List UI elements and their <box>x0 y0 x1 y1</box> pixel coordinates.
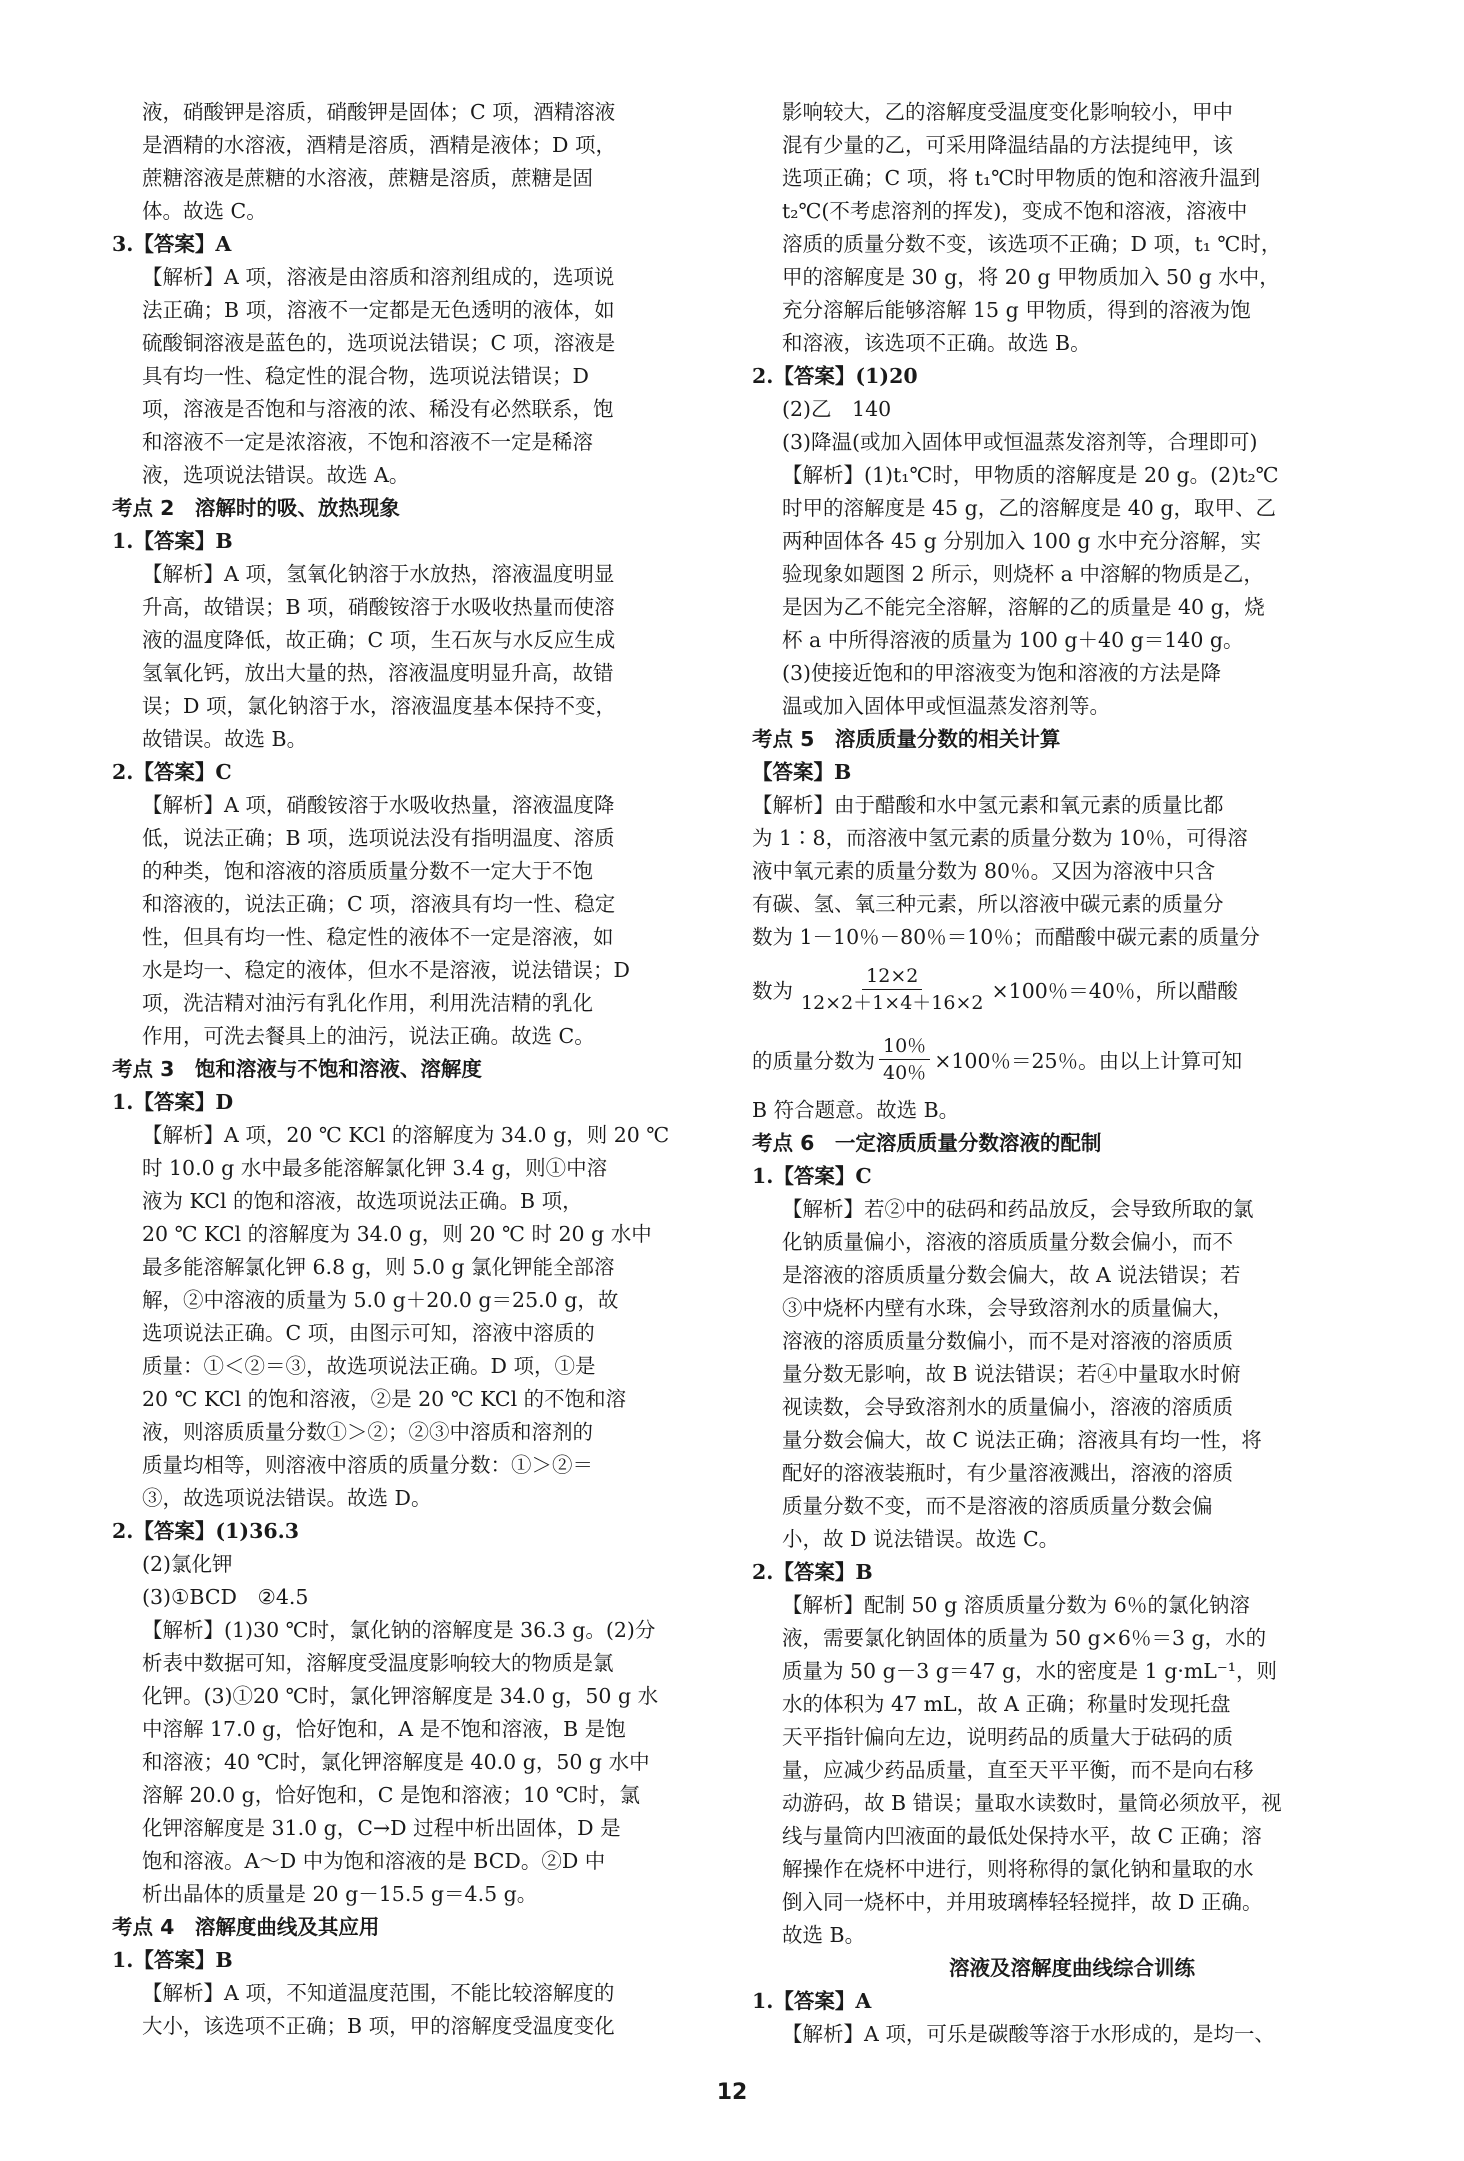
text-line: 液的温度降低，故正确；C 项，生石灰与水反应生成 <box>142 628 616 652</box>
text-line: 【解析】若②中的砝码和药品放反，会导致所取的氯 <box>782 1197 1254 1221</box>
text-line: ③中烧杯内壁有水珠，会导致溶剂水的质量偏大， <box>782 1296 1233 1320</box>
answer-line: 2.【答案】B <box>752 1560 873 1584</box>
text-line: 充分溶解后能够溶解 15 g 甲物质，得到的溶液为饱 <box>782 298 1251 322</box>
text-line: 20 ℃ KCl 的溶解度为 34.0 g，则 20 ℃ 时 20 g 水中 <box>142 1222 652 1246</box>
text-line: 作用，可洗去餐具上的油污，说法正确。故选 C。 <box>142 1024 595 1048</box>
text-line: 和溶液不一定是浓溶液，不饱和溶液不一定是稀溶 <box>142 430 593 454</box>
text-line: 【解析】(1)30 ℃时，氯化钠的溶解度是 36.3 g。(2)分 <box>142 1618 656 1642</box>
text-line: 质量为 50 g－3 g＝47 g，水的密度是 1 g·mL⁻¹，则 <box>782 1659 1277 1683</box>
fraction-denominator: 12×2＋1×4＋16×2 <box>801 991 984 1014</box>
text-line: 【解析】A 项，20 ℃ KCl 的溶解度为 34.0 g，则 20 ℃ <box>142 1123 670 1147</box>
text-line: ③，故选项说法错误。故选 D。 <box>142 1486 432 1510</box>
text-line: 质量：①＜②＝③，故选项说法正确。D 项，①是 <box>142 1354 596 1378</box>
section-heading: 溶液及溶解度曲线综合训练 <box>949 1956 1195 1980</box>
text-line: (3)降温(或加入固体甲或恒温蒸发溶剂等，合理即可) <box>782 430 1258 454</box>
text-line: 为 1∶8，而溶液中氢元素的质量分数为 10％，可得溶 <box>752 826 1248 850</box>
text-line: 溶质的质量分数不变，该选项不正确；D 项，t₁ ℃时， <box>782 232 1282 256</box>
fraction-numerator: 12×2 <box>862 963 922 990</box>
text-line: 项，溶液是否饱和与溶液的浓、稀没有必然联系，饱 <box>142 397 614 421</box>
fraction-prefix: 的质量分数为 <box>752 1049 875 1073</box>
text-line: 选项说法正确。C 项，由图示可知，溶液中溶质的 <box>142 1321 595 1345</box>
text-line: 时 10.0 g 水中最多能溶解氯化钾 3.4 g，则①中溶 <box>142 1156 608 1180</box>
text-line: 混有少量的乙，可采用降温结晶的方法提纯甲，该 <box>782 133 1233 157</box>
section-heading: 考点 6 一定溶质质量分数溶液的配制 <box>752 1131 1102 1155</box>
text-line: 【解析】A 项，氢氧化钠溶于水放热，溶液温度明显 <box>142 562 615 586</box>
text-line: 倒入同一烧杯中，并用玻璃棒轻轻搅拌，故 D 正确。 <box>782 1890 1263 1914</box>
text-line: 【解析】A 项，溶液是由溶质和溶剂组成的，选项说 <box>142 265 615 289</box>
fraction-denominator: 40％ <box>883 1061 927 1084</box>
text-line: 水的体积为 47 mL，故 A 正确；称量时发现托盘 <box>782 1692 1231 1716</box>
text-line: 液为 KCl 的饱和溶液，故选项说法正确。B 项， <box>142 1189 583 1213</box>
text-line: 温或加入固体甲或恒温蒸发溶剂等。 <box>782 694 1110 718</box>
text-line: t₂℃(不考虑溶剂的挥发)，变成不饱和溶液，溶液中 <box>782 199 1248 223</box>
answer-line: 2.【答案】C <box>112 760 232 784</box>
fraction-prefix: 数为 <box>752 979 793 1003</box>
answer-line: 1.【答案】D <box>112 1090 234 1114</box>
fraction-suffix: ×100％＝25％。由以上计算可知 <box>934 1049 1243 1073</box>
text-line: 是溶液的溶质质量分数会偏大，故 A 说法错误；若 <box>782 1263 1241 1287</box>
text-line: 时甲的溶解度是 45 g，乙的溶解度是 40 g，取甲、乙 <box>782 496 1276 520</box>
text-line: (2)氯化钾 <box>142 1552 233 1576</box>
fraction-line <box>752 954 1392 1024</box>
answer-line: 1.【答案】C <box>752 1164 872 1188</box>
text-line: 析表中数据可知，溶解度受温度影响较大的物质是氯 <box>142 1651 614 1675</box>
answer-line: 【答案】B <box>752 760 852 784</box>
text-line: B 符合题意。故选 B。 <box>752 1098 960 1122</box>
text-line: 具有均一性、稳定性的混合物，选项说法错误；D <box>142 364 589 388</box>
text-line: 质量分数不变，而不是溶液的溶质质量分数会偏 <box>782 1494 1213 1518</box>
fraction <box>879 1033 930 1086</box>
text-line: 的种类，饱和溶液的溶质质量分数不一定大于不饱 <box>142 859 593 883</box>
text-line: 误；D 项，氯化钠溶于水，溶液温度基本保持不变， <box>142 694 616 718</box>
text-line: 液，选项说法错误。故选 A。 <box>142 463 410 487</box>
text-line: 视读数，会导致溶剂水的质量偏小，溶液的溶质质 <box>782 1395 1233 1419</box>
section-heading: 考点 4 溶解度曲线及其应用 <box>112 1915 380 1939</box>
text-line: 甲的溶解度是 30 g，将 20 g 甲物质加入 50 g 水中， <box>782 265 1280 289</box>
text-line: 水是均一、稳定的液体，但水不是溶液，说法错误；D <box>142 958 630 982</box>
text-line: 【解析】由于醋酸和水中氢元素和氧元素的质量比都 <box>752 793 1224 817</box>
answer-line: 3.【答案】A <box>112 232 232 256</box>
text-line: 线与量筒内凹液面的最低处保持水平，故 C 正确；溶 <box>782 1824 1262 1848</box>
text-line: 验现象如题图 2 所示，则烧杯 a 中溶解的物质是乙， <box>782 562 1264 586</box>
text-line: 解，②中溶液的质量为 5.0 g＋20.0 g＝25.0 g，故 <box>142 1288 619 1312</box>
text-line: 氢氧化钙，放出大量的热，溶液温度明显升高，故错 <box>142 661 614 685</box>
text-line: 配好的溶液装瓶时，有少量溶液溅出，溶液的溶质 <box>782 1461 1233 1485</box>
text-line: 升高，故错误；B 项，硝酸铵溶于水吸收热量而使溶 <box>142 595 615 619</box>
text-line: 和溶液，该选项不正确。故选 B。 <box>782 331 1091 355</box>
fraction-line <box>752 1024 1392 1094</box>
text-line: 大小，该选项不正确；B 项，甲的溶解度受温度变化 <box>142 2014 615 2038</box>
right-column <box>752 96 1392 2051</box>
text-line: 化钾溶解度是 31.0 g，C→D 过程中析出固体，D 是 <box>142 1816 621 1840</box>
text-line: 饱和溶液。A～D 中为饱和溶液的是 BCD。②D 中 <box>142 1849 606 1873</box>
text-line: 解操作在烧杯中进行，则将称得的氯化钠和量取的水 <box>782 1857 1254 1881</box>
page-number: 12 <box>716 2080 748 2105</box>
fraction <box>797 963 987 1016</box>
text-line: 杯 a 中所得溶液的质量为 100 g＋40 g＝140 g。 <box>782 628 1244 652</box>
text-line: 数为 1－10％－80％＝10％；而醋酸中碳元素的质量分 <box>752 925 1260 949</box>
text-line: 量分数会偏大，故 C 说法正确；溶液具有均一性，将 <box>782 1428 1262 1452</box>
text-line: 两种固体各 45 g 分别加入 100 g 水中充分溶解，实 <box>782 529 1262 553</box>
text-line: 有碳、氢、氧三种元素，所以溶液中碳元素的质量分 <box>752 892 1224 916</box>
text-line: 中溶解 17.0 g，恰好饱和，A 是不饱和溶液，B 是饱 <box>142 1717 626 1741</box>
text-line: 析出晶体的质量是 20 g－15.5 g＝4.5 g。 <box>142 1882 538 1906</box>
text-line: 溶解 20.0 g，恰好饱和，C 是饱和溶液；10 ℃时，氯 <box>142 1783 641 1807</box>
text-line: 性，但具有均一性、稳定性的液体不一定是溶液，如 <box>142 925 614 949</box>
answer-line: 1.【答案】B <box>112 529 233 553</box>
text-line: 液，需要氯化钠固体的质量为 50 g×6％＝3 g，水的 <box>782 1626 1267 1650</box>
text-line: 量，应减少药品质量，直至天平平衡，而不是向右移 <box>782 1758 1254 1782</box>
text-line: 蔗糖溶液是蔗糖的水溶液，蔗糖是溶质，蔗糖是固 <box>142 166 593 190</box>
text-line: 化钠质量偏小，溶液的溶质质量分数会偏小，而不 <box>782 1230 1233 1254</box>
fraction-numerator: 10％ <box>879 1033 930 1060</box>
text-line: 【解析】配制 50 g 溶质质量分数为 6％的氯化钠溶 <box>782 1593 1250 1617</box>
text-line: 硫酸铜溶液是蓝色的，选项说法错误；C 项，溶液是 <box>142 331 616 355</box>
text-line: 液中氧元素的质量分数为 80％。又因为溶液中只含 <box>752 859 1216 883</box>
text-line: 【解析】A 项，硝酸铵溶于水吸收热量，溶液温度降 <box>142 793 615 817</box>
answer-line: 1.【答案】B <box>112 1948 233 1972</box>
text-line: 20 ℃ KCl 的饱和溶液，②是 20 ℃ KCl 的不饱和溶 <box>142 1387 627 1411</box>
text-line: 天平指针偏向左边，说明药品的质量大于砝码的质 <box>782 1725 1233 1749</box>
text-line: 【解析】A 项，可乐是碳酸等溶于水形成的，是均一、 <box>782 2022 1275 2046</box>
text-line: 影响较大，乙的溶解度受温度变化影响较小，甲中 <box>782 100 1233 124</box>
text-line: 选项正确；C 项，将 t₁℃时甲物质的饱和溶液升温到 <box>782 166 1261 190</box>
answer-line: 1.【答案】A <box>752 1989 872 2013</box>
text-line: 项，洗洁精对油污有乳化作用，利用洗洁精的乳化 <box>142 991 593 1015</box>
text-line: 低，说法正确；B 项，选项说法没有指明温度、溶质 <box>142 826 615 850</box>
text-line: 液，硝酸钾是溶质，硝酸钾是固体；C 项，酒精溶液 <box>142 100 616 124</box>
section-heading: 考点 3 饱和溶液与不饱和溶液、溶解度 <box>112 1057 482 1081</box>
text-line: 动游码，故 B 错误；量取水读数时，量筒必须放平，视 <box>782 1791 1282 1815</box>
text-line: 溶液的溶质质量分数偏小，而不是对溶液的溶质质 <box>782 1329 1233 1353</box>
text-line: (2)乙 140 <box>782 397 892 421</box>
section-heading: 考点 5 溶质质量分数的相关计算 <box>752 727 1061 751</box>
text-line: 法正确；B 项，溶液不一定都是无色透明的液体，如 <box>142 298 615 322</box>
text-line: 和溶液；40 ℃时，氯化钾溶解度是 40.0 g，50 g 水中 <box>142 1750 650 1774</box>
text-line: 【解析】A 项，不知道温度范围，不能比较溶解度的 <box>142 1981 615 2005</box>
section-heading: 考点 2 溶解时的吸、放热现象 <box>112 496 400 520</box>
text-line: 小，故 D 说法错误。故选 C。 <box>782 1527 1060 1551</box>
text-line: 最多能溶解氯化钾 6.8 g，则 5.0 g 氯化钾能全部溶 <box>142 1255 615 1279</box>
fraction-suffix: ×100％＝40％，所以醋酸 <box>991 979 1238 1003</box>
text-line: 是酒精的水溶液，酒精是溶质，酒精是液体；D 项， <box>142 133 616 157</box>
text-line: 是因为乙不能完全溶解，溶解的乙的质量是 40 g，烧 <box>782 595 1265 619</box>
left-column <box>112 96 752 2043</box>
answer-line: 2.【答案】(1)36.3 <box>112 1519 299 1543</box>
text-line: 故错误。故选 B。 <box>142 727 308 751</box>
text-line: (3)①BCD ②4.5 <box>142 1585 309 1609</box>
text-line: 【解析】(1)t₁℃时，甲物质的溶解度是 20 g。(2)t₂℃ <box>782 463 1279 487</box>
text-line: 故选 B。 <box>782 1923 866 1947</box>
text-line: 液，则溶质质量分数①＞②；②③中溶质和溶剂的 <box>142 1420 593 1444</box>
text-line: 和溶液的，说法正确；C 项，溶液具有均一性、稳定 <box>142 892 616 916</box>
text-line: 化钾。(3)①20 ℃时，氯化钾溶解度是 34.0 g，50 g 水 <box>142 1684 659 1708</box>
text-line: 质量均相等，则溶液中溶质的质量分数：①＞②＝ <box>142 1453 593 1477</box>
answer-line: 2.【答案】(1)20 <box>752 364 918 388</box>
text-line: 体。故选 C。 <box>142 199 267 223</box>
text-line: (3)使接近饱和的甲溶液变为饱和溶液的方法是降 <box>782 661 1222 685</box>
text-line: 量分数无影响，故 B 说法错误；若④中量取水时俯 <box>782 1362 1241 1386</box>
